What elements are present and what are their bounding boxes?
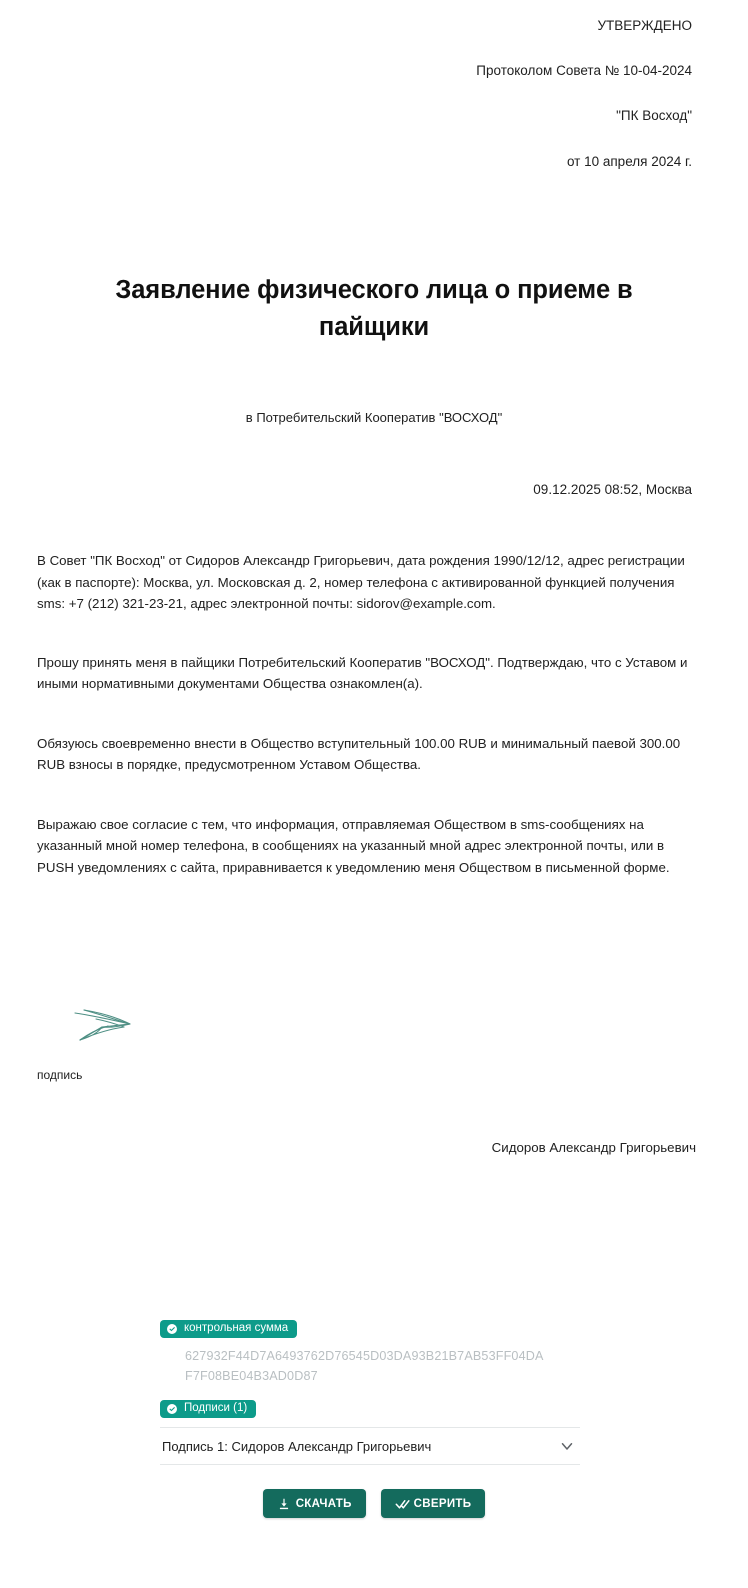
approval-line-3: "ПК Восход" [616, 108, 692, 124]
check-circle-icon [166, 1403, 178, 1415]
checksum-badge-label: контрольная сумма [184, 1322, 289, 1335]
document-date-place: 09.12.2025 08:52, Москва [533, 482, 692, 497]
signatures-badge-label: Подписи (1) [184, 1402, 248, 1415]
paragraph-applicant-details: В Совет "ПК Восход" от Сидоров Александр Григорьевич, дата рождения 1990/12/12, адрес регистрации (как в паспорте): Москва, ул. Московская д. 2, номер телефона с активированной функцией получения sms: +7 (212) 321-23-21, адрес электронной почты: sidorov@example.com. [37, 553, 685, 611]
approval-line-4: от 10 апреля 2024 г. [566, 153, 692, 169]
paragraph-membership-request: Прошу принять меня в пайщики Потребительский Кооператив "ВОСХОД". Подтверждаю, что с Уставом и иными нормативными документами Общества ознакомлен(а). [37, 654, 688, 691]
checksum-value: 627932F44D7A6493762D76545D03DA93B21B7AB53FF04DAF7F08BE04B3AD0D87 [185, 1349, 544, 1383]
download-icon [277, 1497, 291, 1511]
signer-name: Сидоров Александр Григорьевич [491, 1140, 696, 1155]
download-button[interactable] [263, 1489, 366, 1518]
action-buttons [0, 1489, 748, 1518]
chevron-down-icon[interactable] [558, 1437, 576, 1455]
approval-line-1: УТВЕРЖДЕНО [597, 18, 692, 33]
signature-row-1[interactable] [160, 1428, 580, 1464]
approval-header [132, 18, 692, 170]
document-subtitle: в Потребительский Кооператив "ВОСХОД" [245, 410, 503, 425]
verification-block [160, 1320, 580, 1465]
checksum-badge [160, 1320, 297, 1338]
verify-button-label: СВЕРИТЬ [413, 1497, 472, 1510]
document-body [37, 550, 697, 878]
signature-row-label: Подпись 1: Сидоров Александр Григорьевич [162, 1438, 432, 1454]
verify-button[interactable] [381, 1489, 486, 1518]
paragraph-fees-obligation: Обязуюсь своевременно внести в Общество вступительный 100.00 RUB и минимальный паевой 300.00 RUB взносы в порядке, предусмотренном Уставом Общества. [37, 735, 681, 772]
approval-line-2: Протоколом Совета № 10-04-2024 [476, 63, 692, 79]
signature-caption: подпись [37, 1068, 83, 1082]
signatures-badge [160, 1400, 256, 1418]
handwritten-signature-scribble-icon [72, 993, 158, 1053]
signatures-list [160, 1427, 580, 1465]
check-circle-icon [166, 1323, 178, 1335]
paragraph-notification-consent: Выражаю свое согласие с тем, что информация, отправляемая Обществом в sms-сообщениях на указанный мной номер телефона, в сообщениях на указанный мной адрес электронной почты, или в PUSH уведомлениях с сайта, приравнивается к уведомлению меня Обществом в письменной форме. [37, 816, 670, 875]
double-check-icon [395, 1497, 409, 1511]
document-title: Заявление физического лица о приеме в пайщики [115, 276, 633, 341]
signatures-section [160, 1400, 580, 1465]
download-button-label: СКАЧАТЬ [295, 1497, 352, 1510]
